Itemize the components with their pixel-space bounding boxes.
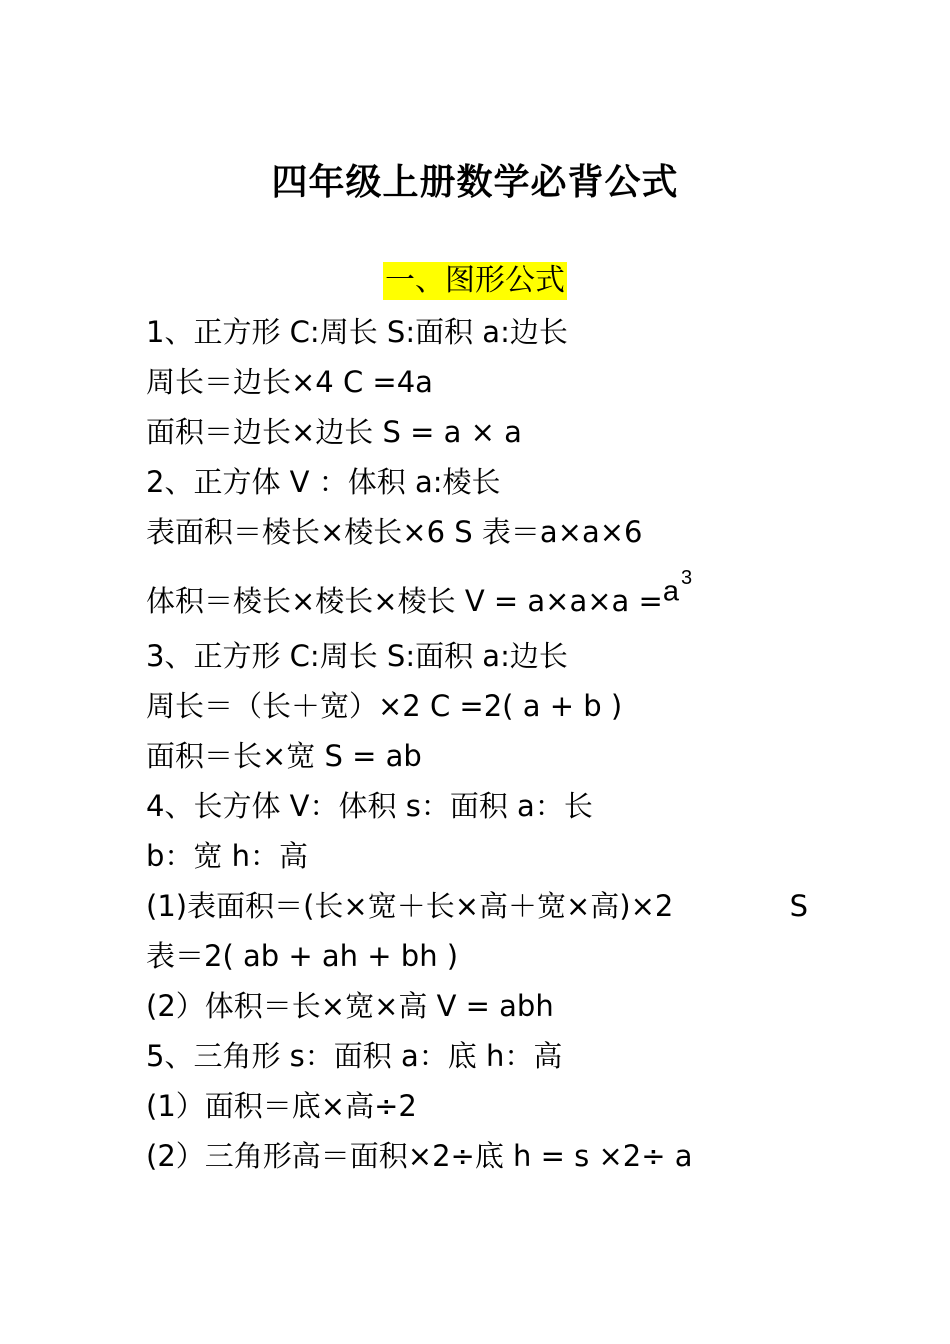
cube-base: a xyxy=(662,575,679,608)
cube-exponent: 3 xyxy=(680,567,693,589)
formula-line: 表＝2( ab + ah + bh ) xyxy=(146,939,459,973)
formula-line: (2）体积＝长×宽×高 V = abh xyxy=(146,989,554,1023)
formula-text: 体积＝棱长×棱长×棱长 V = a×a×a = xyxy=(146,583,663,618)
formula-line: 4、长方体 V：体积 s：面积 a：长 xyxy=(146,789,593,823)
formula-text: (1)表面积＝(长×宽＋长×高＋宽×高)×2 xyxy=(146,889,674,923)
section-heading-container xyxy=(0,262,950,300)
formula-line: (2）三角形高＝面积×2÷底 h = s ×2÷ a xyxy=(146,1139,693,1173)
formula-line: b：宽 h：高 xyxy=(146,839,309,873)
cube-formula-image xyxy=(663,547,692,629)
formula-line: 1、正方形 C:周长 S:面积 a:边长 xyxy=(146,315,568,349)
formula-line-surface-area xyxy=(146,881,808,931)
formula-line: 面积＝边长×边长 S = a × a xyxy=(146,415,522,449)
formula-line: 周长＝边长×4 C =4a xyxy=(146,365,433,399)
formula-line-cube-volume xyxy=(146,557,826,631)
formula-line: 周长＝（长＋宽）×2 C =2( a + b ) xyxy=(146,689,623,723)
formula-line: 面积＝长×宽 S = ab xyxy=(146,739,422,773)
formula-text-symbol: S xyxy=(789,889,808,923)
formula-list xyxy=(146,307,826,1181)
document-title: 四年级上册数学必背公式 xyxy=(271,162,679,203)
formula-line: 表面积＝棱长×棱长×6 S 表＝a×a×6 xyxy=(146,515,643,549)
section-heading-highlighted: 一、图形公式 xyxy=(385,263,565,298)
formula-line: 2、正方体 V ：体积 a:棱长 xyxy=(146,465,501,499)
formula-line: 3、正方形 C:周长 S:面积 a:边长 xyxy=(146,639,568,673)
formula-line: 5、三角形 s：面积 a：底 h：高 xyxy=(146,1039,563,1073)
formula-line: (1）面积＝底×高÷2 xyxy=(146,1089,417,1123)
